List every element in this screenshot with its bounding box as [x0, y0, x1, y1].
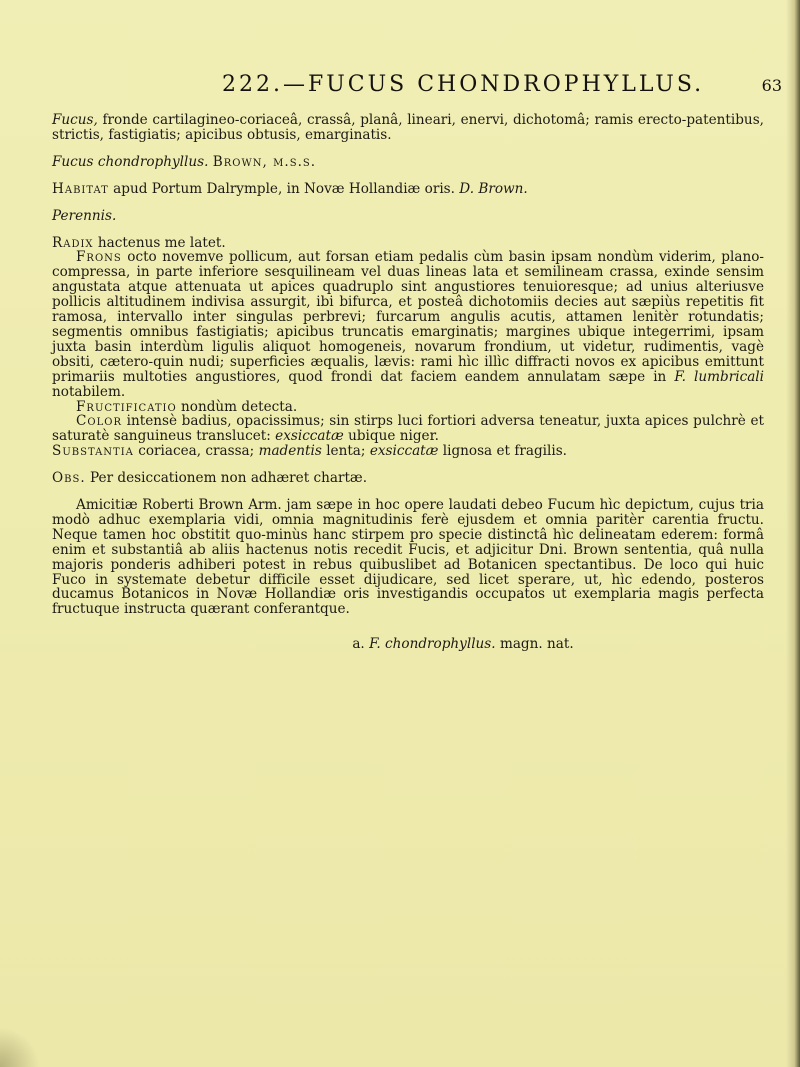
obs-text: Per desiccationem non adhæret chartæ. [90, 470, 368, 487]
habitat [52, 182, 764, 197]
plate-caption [52, 637, 764, 652]
section-fructificatio [52, 400, 764, 415]
page-number: 63 [761, 76, 782, 95]
commentary-paragraph: Amicitiæ Roberti Brown Arm. jam sæpe in hoc opere laudati debeo Fucum hìc depictum, cujus tria modò adhuc exemplaria vidi, omnia magnitudinis ferè ejusdem et omnia paritèr carentia fructu. Neque tamen hoc obstitit quo-minùs hanc stirpem pro specie distinctâ hìc delineatam ederem: formâ enim et substantiâ ab aliis hactenus notis recedit Fucis, et adjicitur Dni. Brown sententia, quâ nulla majoris ponderis adhiberi potest in rebus quibuslibet ad Botanicen spectantibus. De loco qui huic Fuco in systemate debetur difficile esset dijudicare, sed licet sperare, ut, hìc edendo, posteros ducamus Botanicos in Novæ Hollandiæ oris investigandis occupatos ut exemplaria magis perfecta fructuque instructa quærant conferantque. [52, 497, 764, 618]
caption-suffix: magn. nat. [499, 636, 574, 653]
page-title: 222.—FUCUS CHONDROPHYLLUS. [222, 72, 705, 97]
color-tail: ubique niger. [348, 428, 439, 445]
page-body [52, 113, 764, 652]
habitat-collector: D. Brown. [459, 180, 528, 197]
section-color [52, 414, 764, 444]
color-exs: exsiccatæ [275, 428, 344, 445]
caption-prefix: a. [352, 636, 365, 653]
genus-name: Fucus, [52, 112, 98, 128]
synonym-author: Brown, m.s.s. [212, 153, 317, 170]
color-label: Color [76, 413, 122, 430]
description-text: fronde cartilagineo-coriaceâ, crassâ, planâ, lineari, enervi, dichotomâ; ramis erecto-patentibus, strictis, fastigiatis; apicibus obtusis, emarginatis. [52, 112, 764, 143]
synonym [52, 155, 764, 170]
radix-text: hactenus me latet. [97, 234, 226, 251]
duration: Perennis. [52, 207, 117, 224]
substantia-madentis: madentis [258, 443, 322, 460]
running-header [222, 72, 782, 102]
substantia-exs: exsiccatæ [369, 443, 439, 460]
page-edge-shadow [786, 0, 800, 1067]
substantia-text: coriacea, crassa; [138, 443, 255, 460]
substantia-label: Substantia [52, 443, 134, 460]
section-radix [52, 236, 764, 251]
fructificatio-label: Fructificatio [76, 398, 177, 415]
section-substantia [52, 444, 764, 459]
color-text: intensè badius, opacissimus; sin stirps luci fortiori adversa teneatur, juxta apices pulchrè et saturatè sanguineus translucet: [52, 413, 764, 445]
frons-ref: F. lumbricali [674, 368, 764, 385]
substantia-mid: lenta; [326, 443, 366, 460]
section-frons [52, 250, 764, 399]
frons-label: Frons [76, 249, 122, 266]
caption-species: F. chondrophyllus. [369, 636, 496, 653]
habitat-text: apud Portum Dalrymple, in Novæ Hollandiæ oris. [113, 180, 455, 197]
obs-label: Obs. [52, 470, 86, 487]
synonym-name: Fucus chondrophyllus. [52, 153, 209, 170]
radix-label: Radix [52, 234, 94, 251]
habitat-label: Habitat [52, 180, 109, 197]
page-corner-shadow [0, 1027, 40, 1067]
frons-tail: notabilem. [52, 383, 126, 400]
species-description [52, 113, 764, 143]
section-obs [52, 471, 764, 486]
fructificatio-text: nondùm detecta. [181, 398, 298, 415]
frons-text: octo novemve pollicum, aut forsan etiam pedalis cùm basin ipsam nondùm viderim, plano-compressa, in parte inferiore sesquilineam vel duas lineas lata et semilineam crassa, exinde sensim angustata atque attenuata ut apices quadruplo sint angustiores tenuioresque; ad unius alteriusve pollicis altitudinem indivisa assurgit, ibi bifurca, et posteâ dichotomiis decies aut sæpiùs repetitis fit ramosa, intervallo inter singulas perbrevi; furcarum angulis acutis, attamen lenitèr rotundatis; segmentis omnibus fastigiatis; apicibus truncatis emarginatis; margines ubique integerrimi, ipsam juxta basin interdùm ligulis aliquot homogeneis, novarum frondium, ut videtur, rudimentis, vagè obsiti, cætero-quin nudi; superficies æqualis, lævis: rami hìc illìc diffracti novos ex apicibus emittunt primariis multoties angustiores, quod frondi dat faciem eandem annulatam sæpe in [52, 249, 764, 385]
substantia-tail: lignosa et fragilis. [442, 443, 567, 460]
